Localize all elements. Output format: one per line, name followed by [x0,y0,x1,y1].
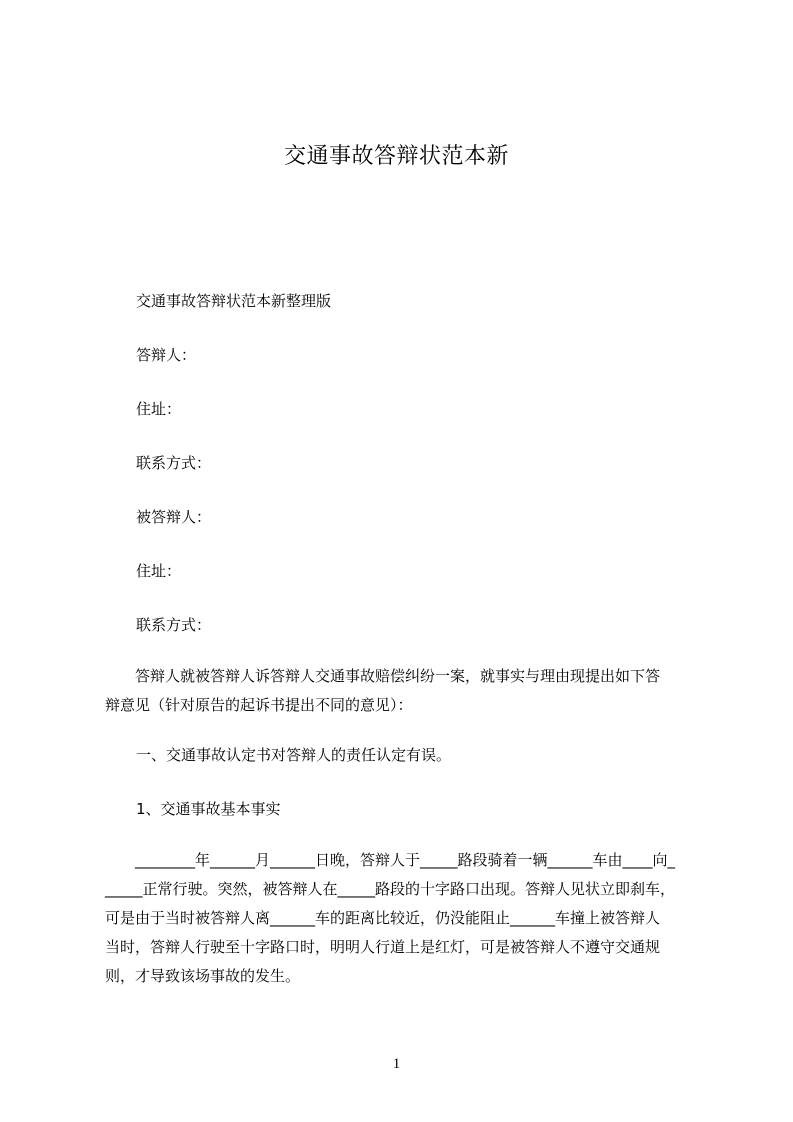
intro-line: 答辩人就被答辩人诉答辩人交通事故赔偿纠纷一案，就事实与理由现提出如下答 [105,667,661,685]
facts-line: 则，才导致该场事故的发生。 [105,967,301,985]
section-heading: 一、交通事故认定书对答辩人的责任认定有误。 [136,746,452,764]
document-subtitle: 交通事故答辩状范本新整理版 [136,292,332,310]
facts-line: 可是由于当时被答辩人离______车的距离比较近，仍没能阻止______车撞上被答辩人 [105,909,661,927]
facts-paragraph [105,846,715,991]
facts-line: ________年______月______日晚，答辩人于_____路段骑着一辆______车由____向_ [105,851,676,869]
facts-line: _____正常行驶。突然，被答辩人在_____路段的十字路口出现。答辩人见状立即刹车， [105,880,676,898]
facts-line: 当时，答辩人行驶至十字路口时，明明人行道上是红灯，可是被答辩人不遵守交通规 [105,938,661,956]
subsection-heading: 1、交通事故基本事实 [136,800,281,818]
respondent-contact-label: 联系方式： [136,454,212,472]
defendant-address-label: 住址： [136,562,182,580]
intro-line: 辩意见（针对原告的起诉书提出不同的意见）： [105,696,413,714]
defendant-contact-label: 联系方式： [136,616,212,634]
page-number: 1 [392,1056,401,1072]
defendant-label: 被答辩人： [136,508,212,526]
respondent-address-label: 住址： [136,400,182,418]
page-title: 交通事故答辩状范本新 [283,144,509,169]
respondent-label: 答辩人： [136,346,197,364]
intro-paragraph [105,662,715,720]
